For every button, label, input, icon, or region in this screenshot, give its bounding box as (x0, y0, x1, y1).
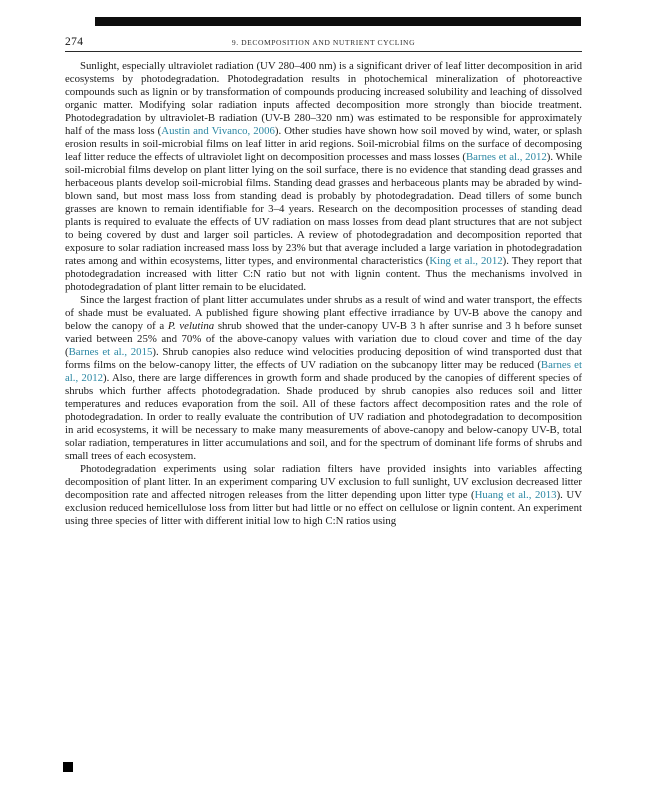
species-name: P. velutina (167, 320, 215, 332)
citation-link[interactable]: Austin and Vivanco, 2006 (161, 125, 275, 137)
body-text: ). Other studies have shown how soil moved by wind, water, or splash erosion results in soil-microbial films on leaf litter in arid regions. Soil-microbial films on the surface of decomposing leaf litter reduce the effects of ultraviolet light on decomposition processes and mass losses ( (65, 125, 582, 163)
body-text: Sunlight, especially ultraviolet radiation (UV 280–400 nm) is a significant driver of leaf litter decomposition in arid ecosystems by photodegradation. Photodegradation results in photochemical mineralization of photoreactive compounds such as lignin or by transformation of compounds producing increased solubility and leaching of dissolved organic matter. Modifying solar radiation inputs affected decomposition more strongly than biocide treatment. Photodegradation by ultraviolet-B radiation (UV-B 280–320 nm) was estimated to be responsible for approximately half of the mass loss ( (65, 60, 582, 137)
citation-link[interactable]: Barnes et al., 2015 (68, 346, 153, 358)
body-text: ). Also, there are large differences in growth form and shade produced by the canopies of different species of shrubs which further affects photodegradation. Shade produced by shrub canopies also reduces soil and litter temperatures and reduces evaporation from the soil. All of these factors affect decomposition rates and the role of photodegradation. In order to really evaluate the contribution of UV radiation and photodegradation to decomposition in arid ecosystems, it will be necessary to make many measurements of above-canopy and below-canopy UV-B, total solar radiation, temperatures in litter accumulations and soil, and for the spectrum of dominant life forms of shrubs and small trees of each ecosystem. (65, 372, 582, 462)
body-text: ). UV exclusion reduced hemicellulose loss from litter but had little or no effect on cellulose or lignin content. An experiment using three species of litter with different initial low to high C:N ratios using (65, 489, 582, 527)
page-number: 274 (65, 36, 84, 48)
page-body (65, 60, 582, 528)
citation-link[interactable]: Barnes et al., 2012 (65, 359, 582, 384)
body-text: shrub showed that the under-canopy UV-B 3 h after sunrise and 3 h before sunset varied between 25% and 70% of the above-canopy values with variation due to cloud cover and time of the day ( (65, 320, 582, 358)
body-text: Photodegradation experiments using solar radiation filters have provided insights into variables affecting decomposition of plant litter. In an experiment comparing UV exclusion to full sunlight, UV exclusion decreased litter decomposition rate and affected nitrogen releases from the litter depending upon litter type ( (65, 463, 582, 501)
page-header (65, 34, 582, 52)
paragraph (65, 294, 582, 463)
running-head: 9. DECOMPOSITION AND NUTRIENT CYCLING (231, 38, 416, 47)
citation-link[interactable]: King et al., 2012 (429, 255, 503, 267)
body-text: Since the largest fraction of plant litter accumulates under shrubs as a result of wind and water transport, the effects of shade must be evaluated. A published figure showing plant effective irradiance by UV-B above the canopy and below the canopy of a (65, 294, 582, 332)
paragraph (65, 463, 582, 528)
citation-link[interactable]: Huang et al., 2013 (474, 489, 557, 501)
body-text: ). They report that photodegradation increased with litter C:N ratio but not with lignin content. Thus the mechanisms involved in photodegradation of plant litter remain to be elucidated. (65, 255, 582, 293)
body-text: ). While soil-microbial films develop on plant litter lying on the soil surface, there is no evidence that standing dead grasses and herbaceous plants develop soil-microbial films. Standing dead grasses and herbaceous plants may be abraded by wind-blown sand, but most mass loss from standing dead is probably by photodegradation. Dead tillers of some bunch grasses are known to remain identifiable for 3–4 years. Research on the decomposition processes of standing dead plants is required to evaluate the effects of UV radiation on mass losses from dead plant structures that are not subject to being covered by dust and larger soil particles. A review of photodegradation and decomposition reported that exposure to solar radiation increased mass loss by 23% but that average included a large variation in photodegradation rates among and within ecosystems, litter types, and environmental characteristics ( (65, 151, 583, 267)
paragraph (65, 60, 582, 294)
scan-artifact-bottom-mark (63, 762, 73, 772)
scan-artifact-top-bar (95, 17, 581, 26)
body-text: ). Shrub canopies also reduce wind velocities producing deposition of wind transported dust that forms films on the below-canopy litter, the effects of UV radiation on the subcanopy litter may be reduced ( (65, 346, 582, 371)
citation-link[interactable]: Barnes et al., 2012 (465, 151, 547, 163)
